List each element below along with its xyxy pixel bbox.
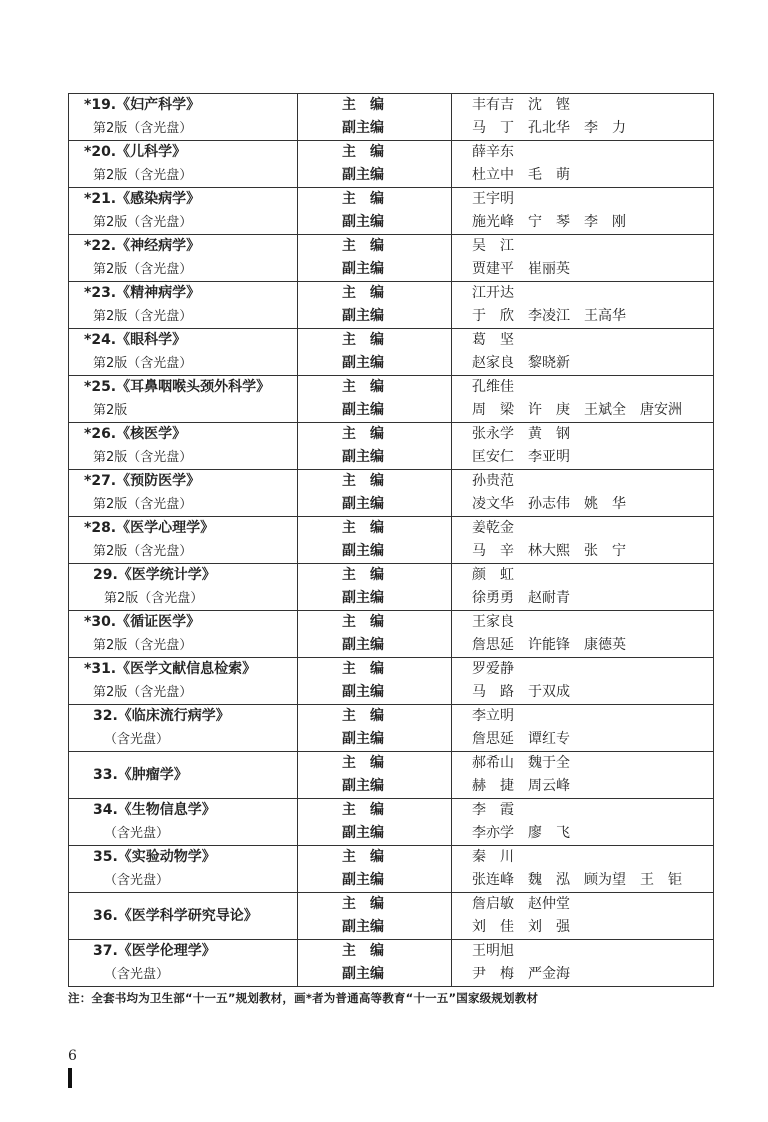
editor-name: 李 刚 [584,214,626,230]
book-cell [69,940,298,987]
editor-name: 林大熙 [528,543,570,559]
deputy-editor-names [452,587,713,610]
editor-name: 姚 华 [584,496,626,512]
editor-name: 赵耐青 [528,590,570,606]
names-cell [452,188,714,235]
role-deputy-editor: 副主编 [342,496,384,512]
editor-name: 颜 虹 [472,567,514,583]
editor-name: 黄 钢 [528,426,570,442]
book-title: *26.《核医学》 [84,426,187,442]
editor-name: 王家良 [472,614,514,630]
editor-name: 许能锋 [528,637,570,653]
names-cell [452,282,714,329]
editor-name: 赫 捷 [472,778,514,794]
book-edition: 第2版（含光盘） [93,309,193,324]
editor-name: 李 霞 [472,802,514,818]
book-cell [69,564,298,611]
role-cell [298,376,452,423]
book-title: *30.《循证医学》 [84,614,201,630]
deputy-editor-names [452,681,713,704]
table-row [69,376,714,423]
book-edition: （含光盘） [104,873,170,888]
book-cell [69,282,298,329]
book-edition: 第2版（含光盘） [93,215,193,230]
editor-name: 凌文华 [472,496,514,512]
editor-name: 于 欣 [472,308,514,324]
chief-editor-names [452,940,713,963]
table-row [69,94,714,141]
page-number: 6 [68,1048,77,1064]
editor-name: 秦 川 [472,849,514,865]
role-chief-editor: 主 编 [342,896,384,912]
chief-editor-names [452,564,713,587]
book-cell [69,517,298,564]
chief-editor-names [452,658,713,681]
role-deputy-editor: 副主编 [342,731,384,747]
chief-editor-names [452,470,713,493]
role-deputy-editor: 副主编 [342,120,384,136]
book-title: 37.《医学伦理学》 [93,943,216,959]
book-cell [69,799,298,846]
deputy-editor-names [452,540,713,563]
names-cell [452,752,714,799]
table-row [69,470,714,517]
book-edition: 第2版（含光盘） [93,685,193,700]
editor-name: 姜乾金 [472,520,514,536]
table-row [69,893,714,940]
table-row [69,141,714,188]
role-chief-editor: 主 编 [342,426,384,442]
editor-name: 许 庚 [528,402,570,418]
editor-name: 王宇明 [472,191,514,207]
editor-name: 吴 江 [472,238,514,254]
deputy-editor-names [452,728,713,751]
role-deputy-editor: 副主编 [342,966,384,982]
editor-name: 詹启敏 [472,896,514,912]
role-deputy-editor: 副主编 [342,261,384,277]
role-deputy-editor: 副主编 [342,308,384,324]
role-chief-editor: 主 编 [342,520,384,536]
book-edition: 第2版（含光盘） [93,450,193,465]
editor-name: 孙志伟 [528,496,570,512]
role-chief-editor: 主 编 [342,661,384,677]
role-cell [298,517,452,564]
editor-name: 李亚明 [528,449,570,465]
table-body [69,94,714,987]
chief-editor-names [452,705,713,728]
book-title: *24.《眼科学》 [84,332,187,348]
book-cell [69,235,298,282]
editor-name: 尹 梅 [472,966,514,982]
role-deputy-editor: 副主编 [342,637,384,653]
book-cell [69,893,298,940]
book-cell [69,141,298,188]
role-cell [298,94,452,141]
role-deputy-editor: 副主编 [342,825,384,841]
table-row [69,188,714,235]
editor-name: 于双成 [528,684,570,700]
role-cell [298,329,452,376]
table-row [69,329,714,376]
book-title: *22.《神经病学》 [84,238,201,254]
role-cell [298,752,452,799]
names-cell [452,94,714,141]
chief-editor-names [452,893,713,916]
role-deputy-editor: 副主编 [342,214,384,230]
role-cell [298,799,452,846]
editor-name: 张 宁 [584,543,626,559]
role-deputy-editor: 副主编 [342,590,384,606]
names-cell [452,235,714,282]
names-cell [452,611,714,658]
chief-editor-names [452,376,713,399]
book-cell [69,846,298,893]
deputy-editor-names [452,211,713,234]
footnote: 注：全套书均为卫生部“十一五”规划教材，画*者为普通高等教育“十一五”国家级规划教材 [68,991,539,1005]
editor-name: 王明旭 [472,943,514,959]
editor-name: 魏于全 [528,755,570,771]
names-cell [452,846,714,893]
deputy-editor-names [452,775,713,798]
role-deputy-editor: 副主编 [342,402,384,418]
chief-editor-names [452,94,713,117]
role-deputy-editor: 副主编 [342,449,384,465]
role-cell [298,564,452,611]
table-row [69,517,714,564]
book-title: 36.《医学科学研究导论》 [93,908,258,924]
role-chief-editor: 主 编 [342,943,384,959]
deputy-editor-names [452,399,713,422]
editor-name: 施光峰 [472,214,514,230]
editor-name: 孔北华 [528,120,570,136]
book-cell [69,188,298,235]
role-cell [298,658,452,705]
editor-name: 廖 飞 [528,825,570,841]
names-cell [452,940,714,987]
editor-name: 崔丽英 [528,261,570,277]
book-title: *25.《耳鼻咽喉头颈外科学》 [84,379,271,395]
deputy-editor-names [452,963,713,986]
role-deputy-editor: 副主编 [342,778,384,794]
names-cell [452,799,714,846]
chief-editor-names [452,235,713,258]
book-edition: 第2版（含光盘） [93,544,193,559]
book-edition: 第2版（含光盘） [93,262,193,277]
chief-editor-names [452,846,713,869]
editor-name: 李 力 [584,120,626,136]
role-cell [298,893,452,940]
role-chief-editor: 主 编 [342,614,384,630]
role-chief-editor: 主 编 [342,379,384,395]
editor-name: 魏 泓 [528,872,570,888]
book-title: 29.《医学统计学》 [93,567,216,583]
role-chief-editor: 主 编 [342,285,384,301]
chief-editor-names [452,517,713,540]
table-row [69,705,714,752]
role-chief-editor: 主 编 [342,97,384,113]
role-cell [298,846,452,893]
table-row [69,611,714,658]
editor-name: 李亦学 [472,825,514,841]
editor-name: 丰有吉 [472,97,514,113]
role-chief-editor: 主 编 [342,849,384,865]
role-cell [298,188,452,235]
role-cell [298,705,452,752]
role-deputy-editor: 副主编 [342,543,384,559]
editor-name: 孔维佳 [472,379,514,395]
editor-name: 詹思延 [472,637,514,653]
chief-editor-names [452,188,713,211]
editor-name: 王斌全 [584,402,626,418]
editor-name: 匡安仁 [472,449,514,465]
role-chief-editor: 主 编 [342,473,384,489]
book-cell [69,470,298,517]
book-title: *23.《精神病学》 [84,285,201,301]
names-cell [452,564,714,611]
editor-name: 詹思延 [472,731,514,747]
editor-name: 张连峰 [472,872,514,888]
book-title: 34.《生物信息学》 [93,802,216,818]
names-cell [452,517,714,564]
editor-name: 李凌江 [528,308,570,324]
book-title: *31.《医学文献信息检索》 [84,661,257,677]
table-row [69,846,714,893]
chief-editor-names [452,799,713,822]
role-cell [298,611,452,658]
book-cell [69,376,298,423]
editor-name: 毛 萌 [528,167,570,183]
editor-name: 严金海 [528,966,570,982]
chief-editor-names [452,329,713,352]
book-cell [69,94,298,141]
names-cell [452,141,714,188]
editor-name: 王 钜 [640,872,682,888]
table-row [69,282,714,329]
role-chief-editor: 主 编 [342,755,384,771]
book-edition: 第2版（含光盘） [93,121,193,136]
editor-name: 赵仲堂 [528,896,570,912]
deputy-editor-names [452,352,713,375]
book-title: *27.《预防医学》 [84,473,201,489]
role-chief-editor: 主 编 [342,238,384,254]
book-cell [69,611,298,658]
book-cell [69,423,298,470]
editor-name: 杜立中 [472,167,514,183]
book-edition: （含光盘） [104,826,170,841]
names-cell [452,376,714,423]
deputy-editor-names [452,822,713,845]
book-title: 35.《实验动物学》 [93,849,216,865]
role-chief-editor: 主 编 [342,332,384,348]
editor-name: 孙贵范 [472,473,514,489]
table-row [69,564,714,611]
table-row [69,423,714,470]
book-title: 32.《临床流行病学》 [93,708,230,724]
book-cell [69,658,298,705]
book-cell [69,752,298,799]
names-cell [452,329,714,376]
deputy-editor-names [452,258,713,281]
table-row [69,235,714,282]
editor-name: 赵家良 [472,355,514,371]
editor-name: 周云峰 [528,778,570,794]
editor-name: 徐勇勇 [472,590,514,606]
chief-editor-names [452,282,713,305]
book-edition: （含光盘） [104,967,170,982]
role-cell [298,282,452,329]
role-cell [298,423,452,470]
editor-name: 马 辛 [472,543,514,559]
role-deputy-editor: 副主编 [342,355,384,371]
role-deputy-editor: 副主编 [342,684,384,700]
editor-name: 郝希山 [472,755,514,771]
role-deputy-editor: 副主编 [342,167,384,183]
book-title: *20.《儿科学》 [84,144,187,160]
deputy-editor-names [452,916,713,939]
deputy-editor-names [452,164,713,187]
role-cell [298,141,452,188]
editor-name: 马 丁 [472,120,514,136]
deputy-editor-names [452,493,713,516]
editor-name: 宁 琴 [528,214,570,230]
book-cell [69,329,298,376]
role-cell [298,470,452,517]
book-edition: （含光盘） [104,732,170,747]
deputy-editor-names [452,634,713,657]
role-deputy-editor: 副主编 [342,872,384,888]
editor-name: 江开达 [472,285,514,301]
deputy-editor-names [452,446,713,469]
chief-editor-names [452,611,713,634]
deputy-editor-names [452,117,713,140]
names-cell [452,470,714,517]
editor-name: 唐安洲 [640,402,682,418]
names-cell [452,893,714,940]
editor-name: 黎晓新 [528,355,570,371]
book-cell [69,705,298,752]
editor-name: 王高华 [584,308,626,324]
page-marker-bar [68,1068,72,1088]
book-edition: 第2版 [93,403,128,418]
chief-editor-names [452,141,713,164]
editor-name: 马 路 [472,684,514,700]
editor-name: 刘 佳 [472,919,514,935]
editor-name: 沈 铿 [528,97,570,113]
book-edition: 第2版（含光盘） [93,168,193,183]
editor-name: 刘 强 [528,919,570,935]
names-cell [452,423,714,470]
role-chief-editor: 主 编 [342,567,384,583]
editor-name: 薛辛东 [472,144,514,160]
table-row [69,940,714,987]
book-title: *28.《医学心理学》 [84,520,215,536]
role-chief-editor: 主 编 [342,144,384,160]
book-edition: 第2版（含光盘） [93,638,193,653]
book-edition: 第2版（含光盘） [104,591,204,606]
names-cell [452,658,714,705]
book-title: 33.《肿瘤学》 [93,767,188,783]
book-edition: 第2版（含光盘） [93,497,193,512]
names-cell [452,705,714,752]
role-deputy-editor: 副主编 [342,919,384,935]
editor-name: 李立明 [472,708,514,724]
editor-name: 贾建平 [472,261,514,277]
deputy-editor-names [452,305,713,328]
table-row [69,658,714,705]
chief-editor-names [452,752,713,775]
role-chief-editor: 主 编 [342,802,384,818]
editor-name: 康德英 [584,637,626,653]
book-edition: 第2版（含光盘） [93,356,193,371]
book-title: *19.《妇产科学》 [84,97,201,113]
editor-name: 张永学 [472,426,514,442]
role-chief-editor: 主 编 [342,191,384,207]
table-row [69,752,714,799]
editor-name: 葛 坚 [472,332,514,348]
textbook-table [68,93,713,987]
editor-name: 罗爱静 [472,661,514,677]
editor-name: 顾为望 [584,872,626,888]
editor-name: 周 梁 [472,402,514,418]
book-title: *21.《感染病学》 [84,191,201,207]
table-row [69,799,714,846]
deputy-editor-names [452,869,713,892]
role-chief-editor: 主 编 [342,708,384,724]
chief-editor-names [452,423,713,446]
role-cell [298,235,452,282]
editor-name: 谭红专 [528,731,570,747]
role-cell [298,940,452,987]
